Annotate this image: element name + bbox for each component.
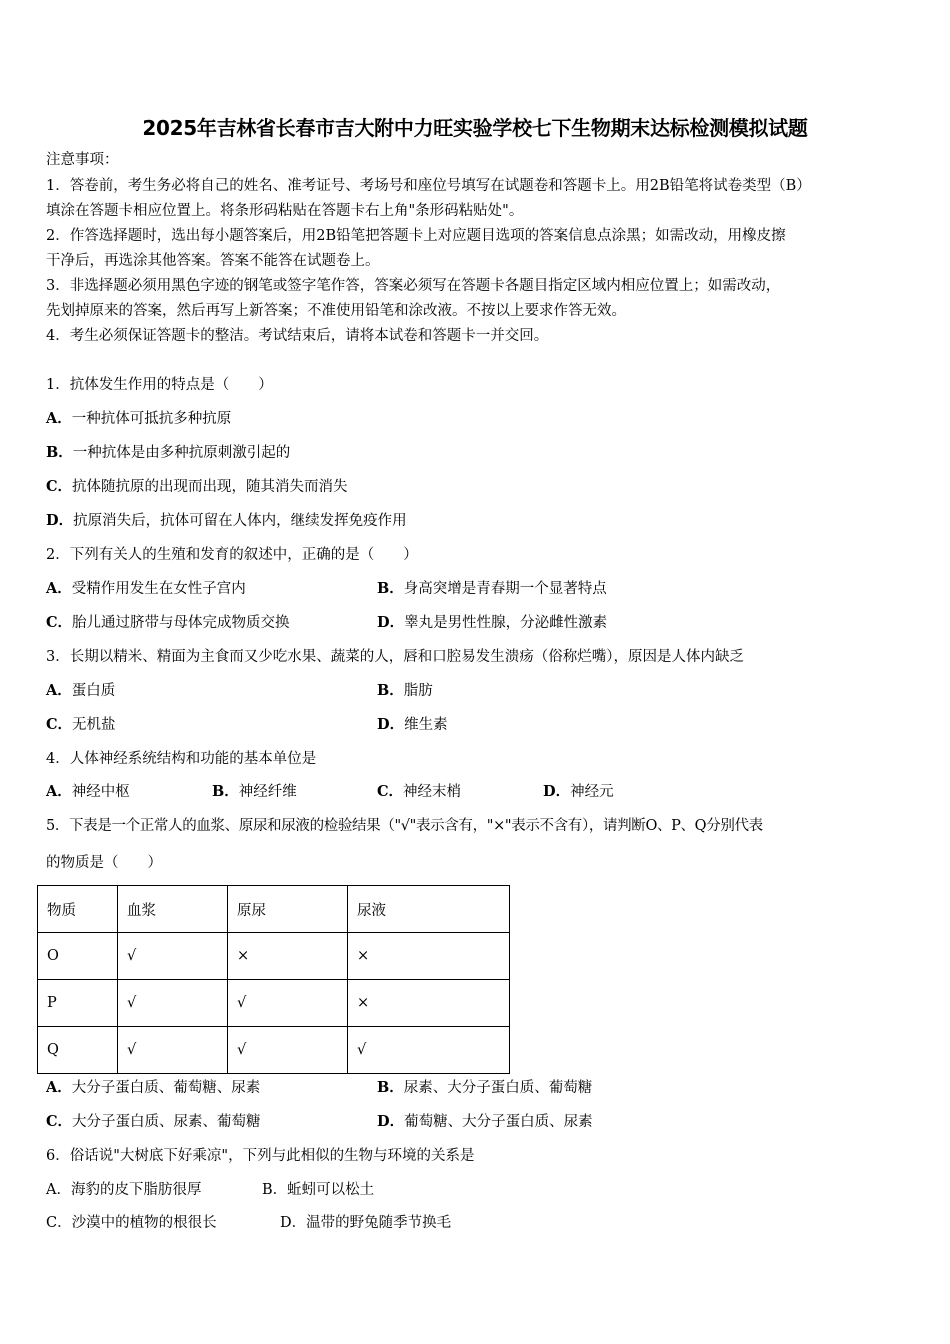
table-cell: √ [118, 980, 228, 1027]
q3-option-c: C．无机盐 [46, 716, 116, 733]
table-cell: × [348, 933, 510, 980]
notice-line: 3．非选择题必须用黑色字迹的钢笔或签字笔作答，答案必须写在答题卡各题目指定区域内相应位置上；如需改动， [46, 278, 781, 294]
q1-option-a: A．一种抗体可抵抗多种抗原 [46, 410, 232, 427]
q5-option-d: D．葡萄糖、大分子蛋白质、尿素 [377, 1113, 593, 1130]
notice-heading: 注意事项： [46, 152, 119, 168]
notice-line: 干净后，再选涂其他答案。答案不能答在试题卷上。 [46, 253, 380, 269]
table-cell: √ [228, 980, 348, 1027]
notice-line: 先划掉原来的答案，然后再写上新答案；不准使用铅笔和涂改液。不按以上要求作答无效。 [46, 303, 626, 319]
q3-option-a: A．蛋白质 [46, 682, 116, 699]
table-cell: × [348, 980, 510, 1027]
table-header-cell: 血浆 [118, 886, 228, 933]
notice-line: 4．考生必须保证答题卡的整洁。考试结束后，请将本试卷和答题卡一并交回。 [46, 328, 549, 344]
table-cell: √ [118, 933, 228, 980]
table-cell: O [38, 933, 118, 980]
urine-test-table [37, 885, 510, 1074]
question-2-stem: 2．下列有关人的生殖和发育的叙述中，正确的是（ ） [46, 547, 418, 563]
table-header-row [38, 886, 510, 933]
q4-option-d: D．神经元 [543, 783, 614, 800]
table-cell: √ [348, 1027, 510, 1074]
page-title: 2025年吉林省长春市吉大附中力旺实验学校七下生物期末达标检测模拟试题 [142, 116, 808, 140]
q4-option-c: C．神经末梢 [377, 783, 462, 800]
question-6-stem: 6．俗话说"大树底下好乘凉"，下列与此相似的生物与环境的关系是 [46, 1148, 475, 1164]
question-5-stem-cont: 的物质是（ ） [46, 855, 162, 871]
q5-option-a: A．大分子蛋白质、葡萄糖、尿素 [46, 1079, 261, 1096]
table-cell: √ [118, 1027, 228, 1074]
question-5-stem: 5．下表是一个正常人的血浆、原尿和尿液的检验结果（"√"表示含有，"×"表示不含有），请判断O、P、Q分别代表 [46, 818, 763, 834]
notice-line: 2．作答选择题时，选出每小题答案后，用2B铅笔把答题卡上对应题目选项的答案信息点涂黑；如需改动，用橡皮擦 [46, 228, 786, 244]
q4-option-a: A．神经中枢 [46, 783, 130, 800]
table-header-cell: 尿液 [348, 886, 510, 933]
table-row [38, 980, 510, 1027]
q5-option-c: C．大分子蛋白质、尿素、葡萄糖 [46, 1113, 261, 1130]
table-row [38, 933, 510, 980]
q2-option-b: B．身高突增是青春期一个显著特点 [377, 580, 607, 597]
q1-option-d: D．抗原消失后，抗体可留在人体内，继续发挥免疫作用 [46, 512, 407, 529]
q1-option-b: B．一种抗体是由多种抗原刺激引起的 [46, 444, 291, 461]
question-4-stem: 4．人体神经系统结构和功能的基本单位是 [46, 751, 317, 767]
q2-option-d: D．睾丸是男性性腺，分泌雌性激素 [377, 614, 608, 631]
notice-line: 填涂在答题卡相应位置上。将条形码粘贴在答题卡右上角"条形码粘贴处"。 [46, 203, 524, 219]
q3-option-b: B．脂肪 [377, 682, 433, 699]
q6-option-a: A．海豹的皮下脂肪很厚 [46, 1182, 202, 1198]
question-1-stem: 1．抗体发生作用的特点是（ ） [46, 377, 273, 393]
table-cell: P [38, 980, 118, 1027]
q2-option-c: C．胎儿通过脐带与母体完成物质交换 [46, 614, 290, 631]
table-cell: × [228, 933, 348, 980]
q1-option-c: C．抗体随抗原的出现而出现，随其消失而消失 [46, 478, 348, 495]
q5-option-b: B．尿素、大分子蛋白质、葡萄糖 [377, 1079, 593, 1096]
table-cell: √ [228, 1027, 348, 1074]
table-row [38, 1027, 510, 1074]
q4-option-b: B．神经纤维 [212, 783, 297, 800]
q3-option-d: D．维生素 [377, 716, 448, 733]
question-3-stem: 3．长期以精米、精面为主食而又少吃水果、蔬菜的人，唇和口腔易发生溃疡（俗称烂嘴），原因是人体内缺乏 [46, 649, 744, 665]
q2-option-a: A．受精作用发生在女性子宫内 [46, 580, 246, 597]
table-cell: Q [38, 1027, 118, 1074]
table-header-cell: 原尿 [228, 886, 348, 933]
notice-line: 1．答卷前，考生务必将自己的姓名、准考证号、考场号和座位号填写在试题卷和答题卡上。用2B铅笔将试卷类型（B） [46, 178, 811, 194]
q6-option-d: D．温带的野兔随季节换毛 [280, 1215, 452, 1231]
table-header-cell: 物质 [38, 886, 118, 933]
q6-option-b: B．蚯蚓可以松土 [262, 1182, 375, 1198]
q6-option-c: C．沙漠中的植物的根很长 [46, 1215, 217, 1231]
